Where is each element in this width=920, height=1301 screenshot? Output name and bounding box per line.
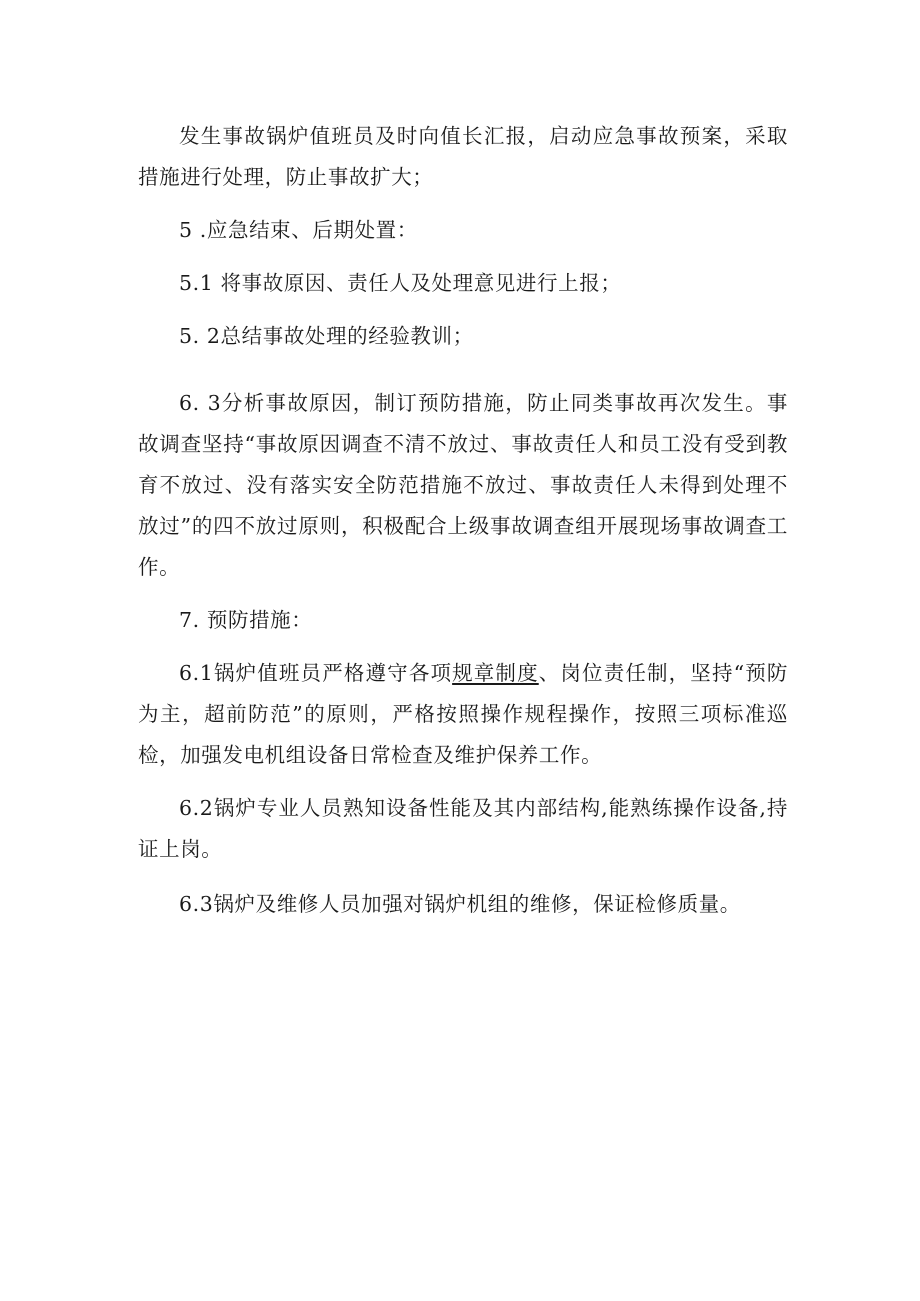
item-6-3-analysis: 6. 3分析事故原因，制订预防措施，防止同类事故再次发生。事故调查坚持“事故原因调查不清不放过、事故责任人和员工没有受到教育不放过、没有落实安全防范措施不放过、事故责任人未得到处理不放过”的四不放过原则，积极配合上级事故调查组开展现场事故调查工作。 bbox=[138, 391, 788, 579]
item-6-1 bbox=[138, 653, 788, 776]
item-5-2: 5. 2总结事故处理的经验教训； bbox=[179, 324, 474, 348]
heading-preventive-measures: 7. 预防措施： bbox=[179, 608, 313, 632]
item-6-2: 6.2锅炉专业人员熟知设备性能及其内部结构,能熟练操作设备,持证上岗。 bbox=[138, 796, 788, 861]
paragraph-accident-report: 发生事故锅炉值班员及时向值长汇报，启动应急事故预案，采取措施进行处理，防止事故扩大； bbox=[138, 124, 788, 189]
item-6-1-text-end: 、岗位责任制，坚持“预防为主，超前防范”的原则，严格按照操作规程操作，按照三项标准巡检，加强发电机组设备日常检查及维护保养工作。 bbox=[138, 661, 788, 767]
item-6-3: 6.3锅炉及维修人员加强对锅炉机组的维修，保证检修质量。 bbox=[179, 892, 741, 916]
heading-emergency-end: 5 .应急结束、后期处置： bbox=[179, 218, 418, 242]
item-5-1: 5.1 将事故原因、责任人及处理意见进行上报； bbox=[179, 271, 622, 295]
rules-link[interactable]: 规章制度 bbox=[452, 661, 539, 685]
document-body bbox=[138, 116, 788, 925]
item-6-1-text-start: 6.1锅炉值班员严格遵守各项 bbox=[179, 661, 453, 685]
